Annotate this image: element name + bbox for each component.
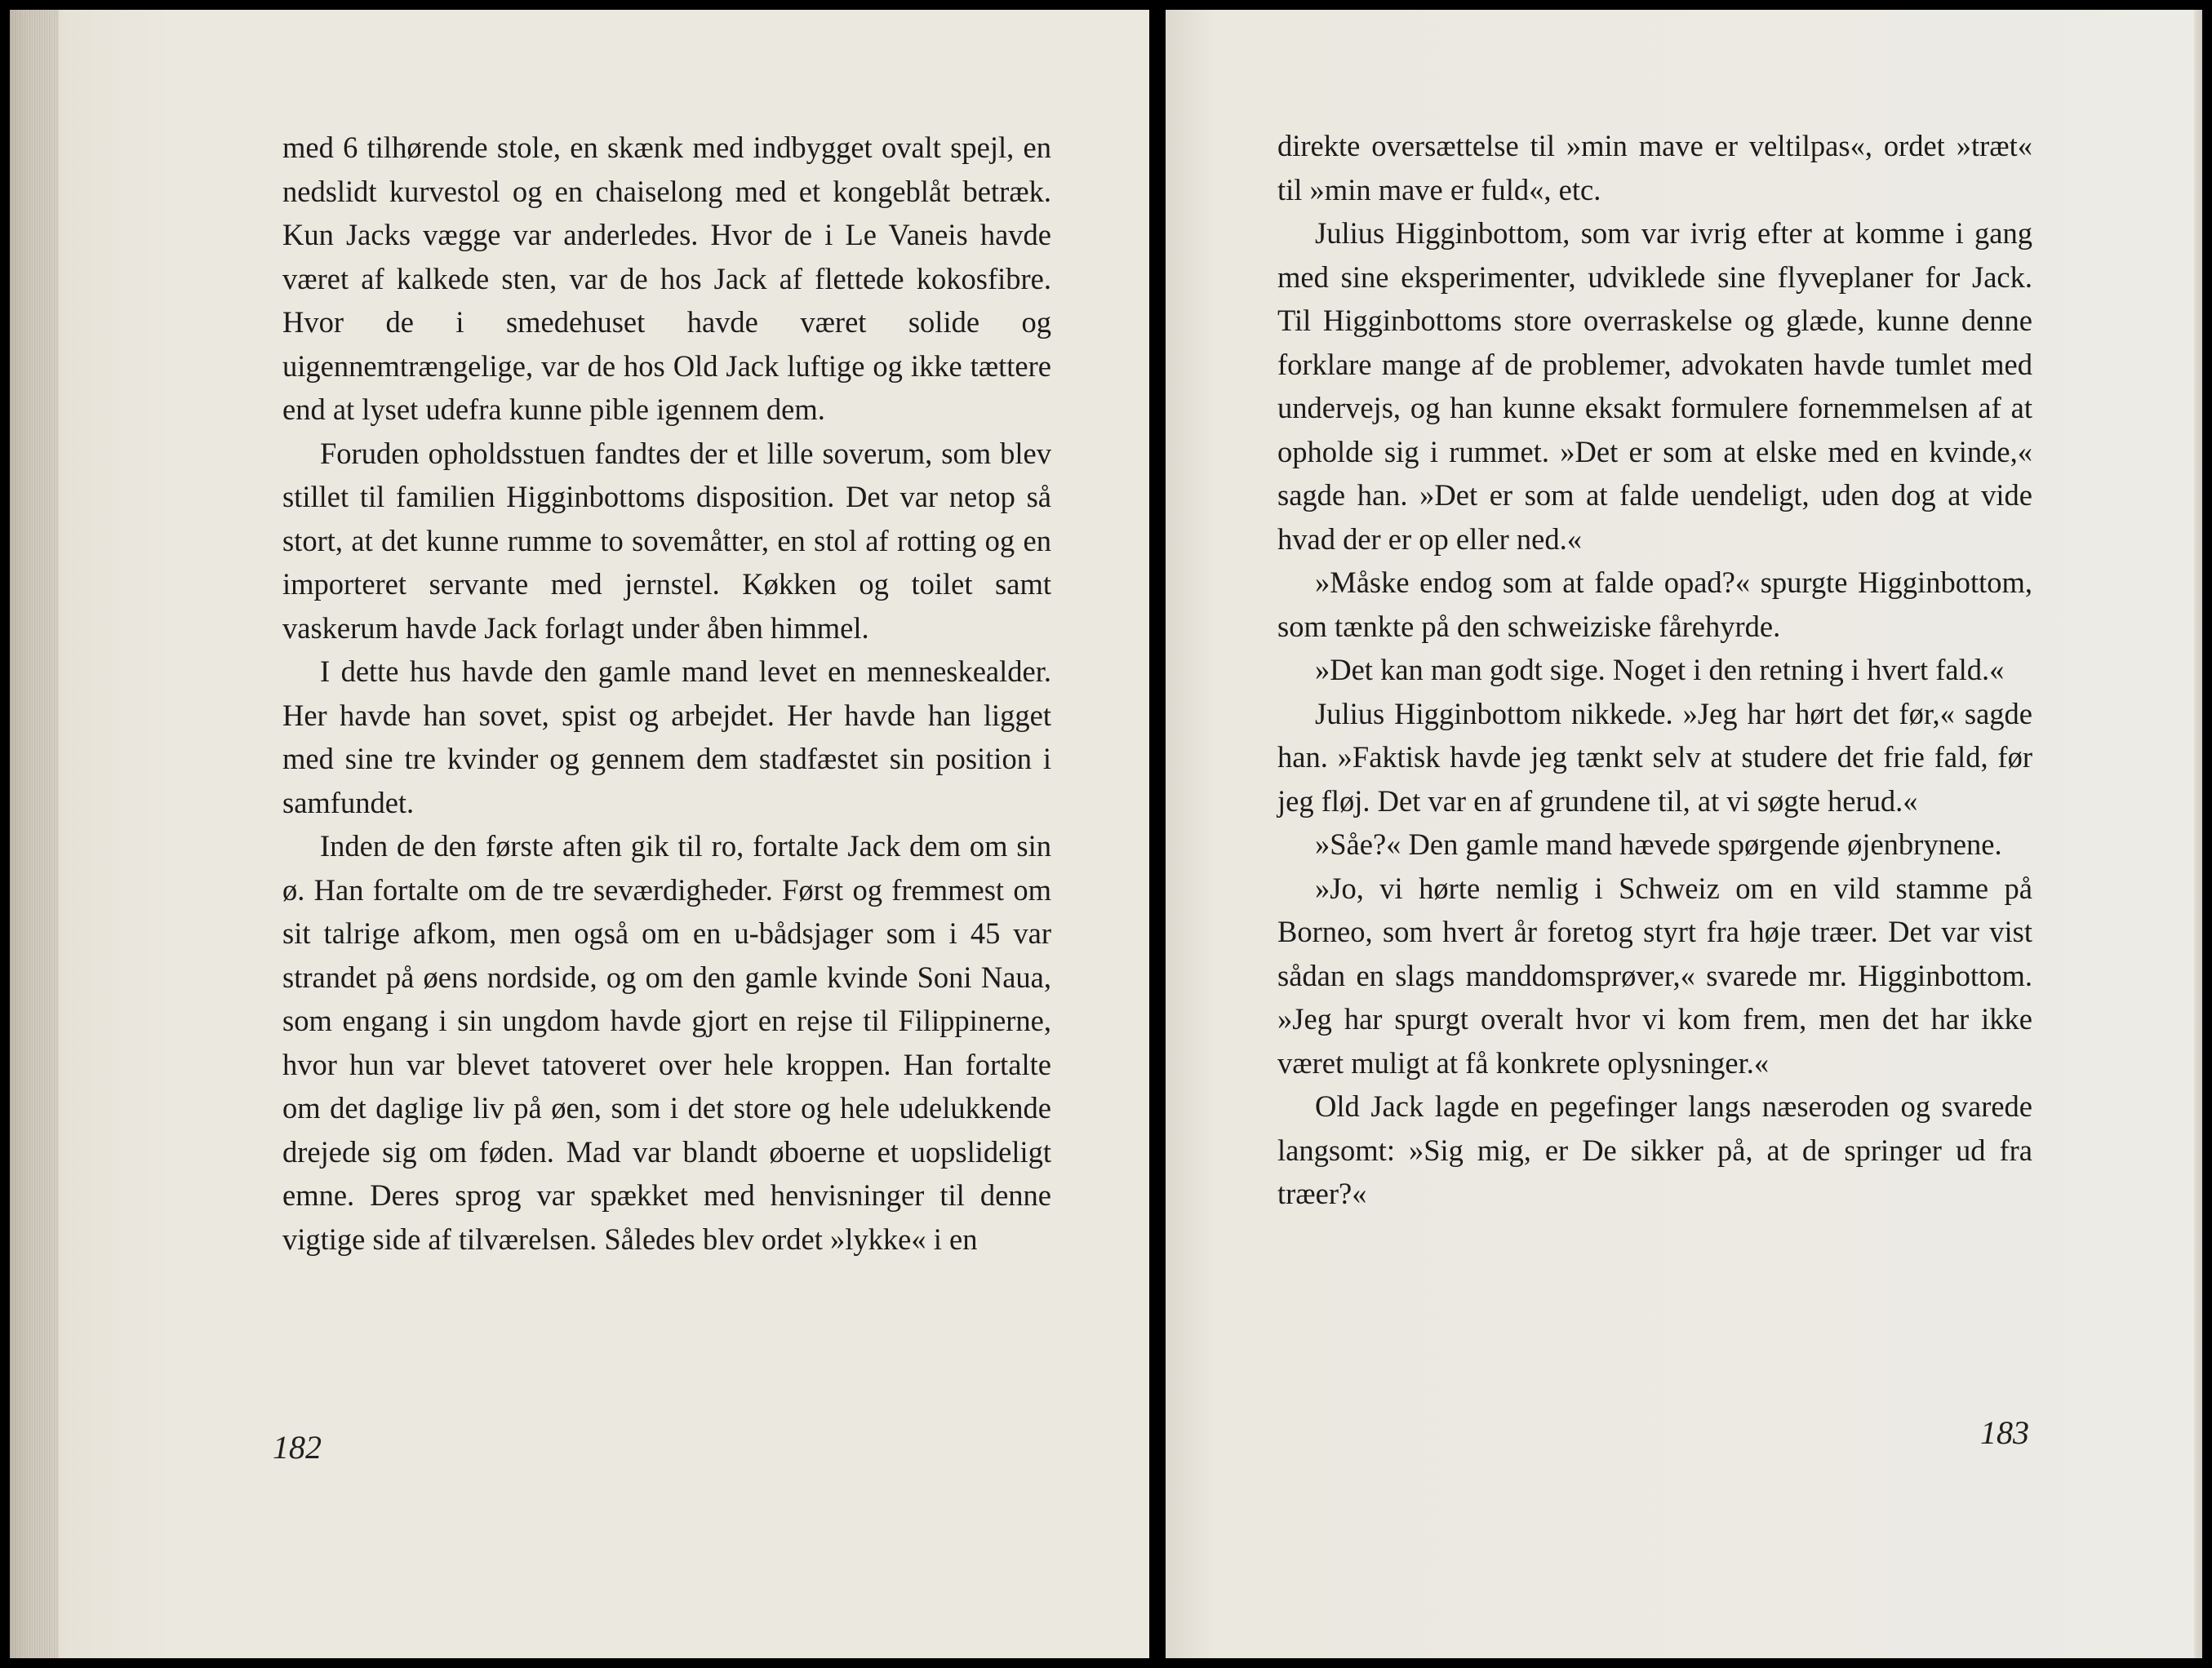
right-paragraph-3: »Måske endog som at falde opad?« spurgte Higginbottom, som tænkte på den schweiziske fårehyrde. <box>1277 566 2032 643</box>
right-page-edge <box>2194 10 2202 1658</box>
right-paragraph-8: Old Jack lagde en pegefinger langs næseroden og svarede langsomt: »Sig mig, er De sikker på, at de springer ud fra træer?« <box>1277 1089 2032 1210</box>
right-page-text <box>1277 124 2032 1216</box>
page-edges <box>10 10 59 1658</box>
left-paragraph-4: Inden de den første aften gik til ro, fortalte Jack dem om sin ø. Han fortalte om de tre seværdigheder. Først og fremmest om sit talrige afkom, men også om en u-bådsjager som i 45 var strandet på øens nordside, og om den gamle kvinde Soni Naua, som engang i sin ungdom havde gjort en rejse til Filippinerne, hvor hun var blevet tatoveret over hele kroppen. Han fortalte om det daglige liv på øen, som i det store og hele udelukkende drejede sig om føden. Mad var blandt øboerne et uopslideligt emne. Deres sprog var spækket med henvisninger til denne vigtige side af tilværelsen. Således blev ordet »lykke« i en <box>282 829 1051 1256</box>
left-paragraph-2: Foruden opholdsstuen fandtes der et lille soverum, som blev stillet til familien Higginbottoms disposition. Det var netop så stort, at det kunne rumme to sovemåtter, en stol af rotting og en importeret servante med jernstel. Køkken og toilet samt vaskerum havde Jack forlagt under åben himmel. <box>282 436 1051 645</box>
right-page <box>1166 10 2202 1658</box>
right-paragraph-4: »Det kan man godt sige. Noget i den retning i hvert fald.« <box>1315 653 2005 686</box>
left-paragraph-3: I dette hus havde den gamle mand levet en menneskealder. Her havde han sovet, spist og arbejdet. Her havde han ligget med sine tre kvinder og gennem dem stadfæstet sin position i samfundet. <box>282 654 1051 819</box>
right-paragraph-1: direkte oversættelse til »min mave er veltilpas«, ordet »træt« til »min mave er fuld«, etc. <box>1277 129 2032 206</box>
right-paragraph-5: Julius Higginbottom nikkede. »Jeg har hørt det før,« sagde han. »Faktisk havde jeg tænkt selv at studere det frie fald, før jeg fløj. Det var en af grundene til, at vi søgte herud.« <box>1277 696 2032 818</box>
right-paragraph-2: Julius Higginbottom, som var ivrig efter at komme i gang med sine eksperimenter, udviklede sine flyveplaner for Jack. Til Higginbottoms store overraskelse og glæde, kunne denne forklare mange af de problemer, advokaten havde tumlet med undervejs, og han kunne eksakt formulere fornemmelsen af at opholde sig i rummet. »Det er som at elske med en kvinde,« sagde han. »Det er som at falde uendeligt, uden dog at vide hvad der er op eller ned.« <box>1277 216 2032 556</box>
left-page-number: 182 <box>273 1429 322 1466</box>
right-paragraph-7: »Jo, vi hørte nemlig i Schweiz om en vild stamme på Borneo, som hvert år foretog styrt fra høje træer. Det var vist sådan en slags manddomsprøver,« svarede mr. Higginbottom. »Jeg har spurgt overalt hvor vi kom frem, men det har ikke været muligt at få konkrete oplysninger.« <box>1277 871 2032 1080</box>
left-paragraph-1: med 6 tilhørende stole, en skænk med indbygget ovalt spejl, en nedslidt kurvestol og en chaiselong med et kongeblåt betræk. Kun Jacks vægge var anderledes. Hvor de i Le Vaneis havde været af kalkede sten, var de hos Jack af flettede kokosfibre. Hvor de i smedehuset havde været solide og uigennemtrængelige, var de hos Old Jack luftige og ikke tættere end at lyset udefra kunne pible igennem dem. <box>282 131 1051 426</box>
left-page <box>10 10 1149 1658</box>
left-page-text <box>282 126 1051 1261</box>
right-page-number: 183 <box>1980 1414 2029 1451</box>
right-paragraph-6: »Såe?« Den gamle mand hævede spørgende øjenbrynene. <box>1315 827 2002 861</box>
